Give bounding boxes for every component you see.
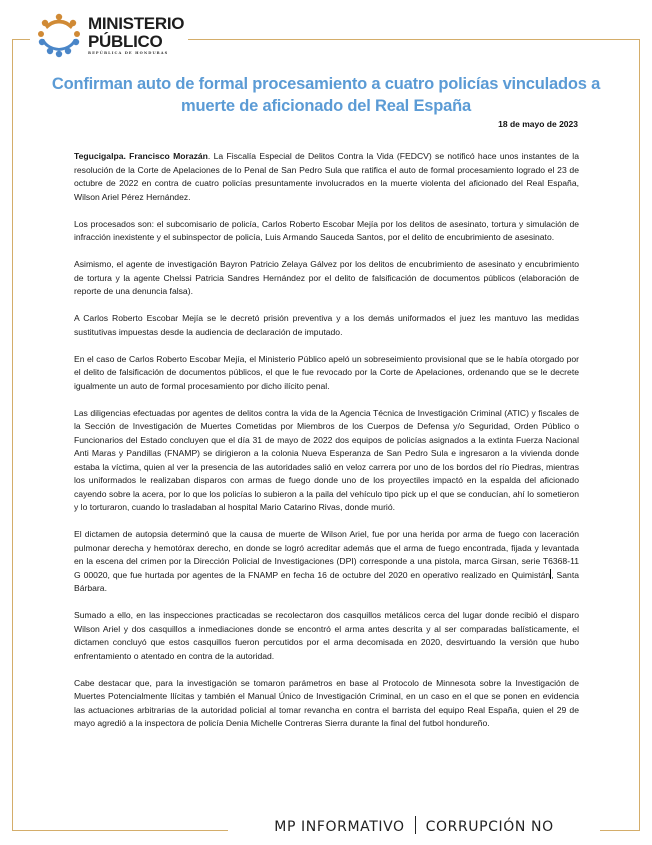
paragraph-2: Los procesados son: el subcomisario de policía, Carlos Roberto Escobar Mejía por los delitos de asesinato, tortura y simulación de infracción inexistente y el subinspector de policía, Luis Armando Sauceda Santos, por el delito de encubrimiento de asesinato. bbox=[74, 218, 579, 242]
footer-slogan bbox=[228, 816, 600, 835]
dateline: Tegucigalpa. Francisco Morazán bbox=[74, 151, 208, 161]
paragraph-3: Asimismo, el agente de investigación Bayron Patricio Zelaya Gálvez por los delitos de encubrimiento de asesinato y encubrimiento de tortura y la agente Chelssi Patricia Sandres Hernández por el delito de falsificación de documentos públicos (elaboración de reporte de una denuncia falsa). bbox=[74, 259, 579, 296]
footer-separator bbox=[415, 816, 416, 834]
frame-border-bottom-right bbox=[600, 830, 640, 831]
logo-subtitle: REPÚBLICA DE HONDURAS bbox=[88, 50, 169, 55]
footer-left-text: MP INFORMATIVO bbox=[274, 819, 405, 835]
paragraph-5: En el caso de Carlos Roberto Escobar Mejía, el Ministerio Público apeló un sobreseimiento provisional que se le había otorgado por el delito de falsificación de documentos públicos, el que le fue revocado por la Corte de Apelaciones, ordenando que se le decrete igualmente un auto de formal procesamiento por dicho ilícito penal. bbox=[74, 353, 579, 391]
article-title: Confirman auto de formal procesamiento a cuatro policías vinculados a muerte de aficionado del Real España bbox=[51, 75, 601, 115]
paragraph-1: Tegucigalpa. Francisco Morazán. La Fiscalía Especial de Delitos Contra la Vida (FEDCV) se notificó hace unos instantes de la resolución de la Corte de Apelaciones de lo Penal de San Pedro Sula que ratifica el auto de formal procesamiento logrado el 23 de octubre de 2022 en contra de cuatro policías presuntamente involucrados en la muerte violenta del aficionado del Real España, Wilson Ariel Pérez Hernández. bbox=[74, 151, 579, 202]
footer-right-text: CORRUPCIÓN NO bbox=[425, 819, 554, 835]
people-circle-icon bbox=[36, 12, 82, 58]
logo-title-line2: PÚBLICO bbox=[88, 31, 163, 51]
logo-title-line1: MINISTERIO bbox=[88, 13, 185, 33]
paragraph-4: A Carlos Roberto Escobar Mejía se le decretó prisión preventiva y a los demás uniformados el juez les mantuvo las medidas sustitutivas impuestas desde la audiencia de declaración de imputado. bbox=[74, 313, 579, 337]
paragraph-6: Las diligencias efectuadas por agentes de delitos contra la vida de la Agencia Técnica de Investigación Criminal (ATIC) y fiscales de la Sección de Investigación de Muertes Cometidas por Miembros de los Cuerpos de Defensa y/o Seguridad, Orden Público o Funcionarios del Estado concluyen que el día 31 de mayo de 2022 dos equipos de policías asignados a la extinta Fuerza Nacional Anti Maras y Pandillas (FNAMP) se dirigieron a la colonia Nueva Esperanza de San Pedro Sula e ingresaron a la vivienda donde estaba la víctima, quien al ver la presencia de las autoridades salió en veloz carrera por uno de los bordos del río Piedras, mientras los uniformados le realizaban disparos con armas de fuego donde uno de los proyectiles impactó en la espalda del aficionado cayendo sobre la acera, por lo que los policías lo subieron a la paila del vehículo tipo pick up el que se conducían, ahí lo sometieron y lo torturaron, cuando lo trasladaban al hospital Mario Catarino Rivas, donde murió. bbox=[74, 407, 579, 512]
frame-border-top-left bbox=[12, 39, 30, 40]
article-date: 18 de mayo de 2023 bbox=[498, 119, 578, 129]
paragraph-8: Sumado a ello, en las inspecciones practicadas se recolectaron dos casquillos metálicos cerca del lugar donde recibió el disparo Wilson Ariel y dos casquillos a inmediaciones donde se encontró el arma antes descrita y al ser comparadas balísticamente, el dictamen concluyó que estos casquillos fueron percutidos por el arma decomisada en 2020, desvirtuando la versión que hubo enfrentamiento o atentado en contra de la autoridad. bbox=[74, 610, 579, 661]
ministerio-publico-logo bbox=[36, 12, 184, 58]
article-body bbox=[74, 150, 579, 744]
frame-border-left bbox=[12, 39, 13, 831]
frame-border-top-right bbox=[188, 39, 640, 40]
frame-border-right bbox=[639, 39, 640, 831]
paragraph-7: El dictamen de autopsia determinó que la causa de muerte de Wilson Ariel, fue por una herida por arma de fuego con laceración pulmonar derecha y hemotórax derecho, en donde se logró acreditar además que el arma de fuego encontrada, fijada y levantada en la escena del crimen por la Dirección Policial de Investigaciones (DPI) corresponde a una pistola, marca Girsan, serie T6368-11 G 00020, que fue hurtada por agentes de la FNAMP en fecha 16 de octubre del 2020 en operativo realizado en Quimistán, Santa Bárbara. bbox=[74, 529, 580, 593]
frame-border-bottom-left bbox=[12, 830, 228, 831]
paragraph-9: Cabe destacar que, para la investigación se tomaron parámetros en base al Protocolo de Minnesota sobre la Investigación de Muertes Potencialmente Ilícitas y también el Manual Único de Investigación Criminal, en un caso en el que se ponen en evidencia las actuaciones arbitrarias de la autoridad policial al tomar revancha en contra el barrista del equipo Real España, quien el 29 de mayo agredió a la inspectora de policía Denia Michelle Contreras Sierra durante la final del futbol hondureño. bbox=[74, 677, 579, 728]
